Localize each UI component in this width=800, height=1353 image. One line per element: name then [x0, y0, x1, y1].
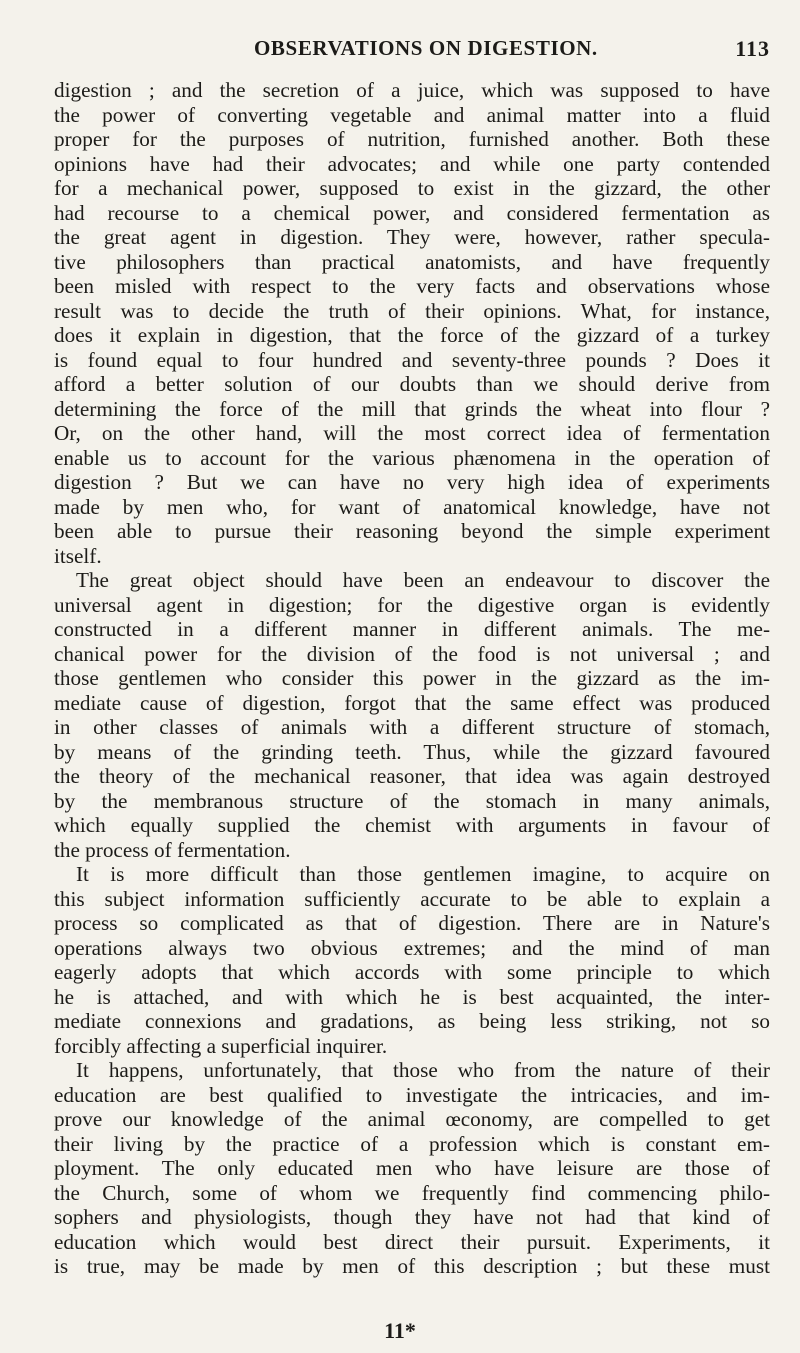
text-line: their living by the practice of a profession which is constant em-: [54, 1131, 770, 1156]
text-line: does it explain in digestion, that the force of the gizzard of a turkey: [54, 323, 770, 347]
text-line: afford a better solution of our doubts than we should derive from: [54, 372, 770, 396]
text-line: education which would best direct their pursuit. Experiments, it: [54, 1229, 770, 1254]
text-line: is found equal to four hundred and seventy-three pounds ? Does it: [54, 347, 770, 372]
text-line: mediate cause of digestion, forgot that the same effect was produced: [54, 690, 770, 715]
text-line: chanical power for the division of the food is not universal ; and: [54, 641, 770, 666]
text-line: ployment. The only educated men who have leisure are those of: [54, 1156, 770, 1180]
running-head: OBSERVATIONS ON DIGESTION.: [254, 36, 598, 60]
text-line: mediate connexions and gradations, as being less striking, not so: [54, 1009, 770, 1033]
page-number: 113: [735, 36, 770, 61]
text-line: the power of converting vegetable and animal matter into a fluid: [54, 102, 770, 127]
text-line: constructed in a different manner in different animals. The me-: [54, 617, 770, 641]
text-line: The great object should have been an endeavour to discover the: [76, 568, 770, 592]
text-line: the Church, some of whom we frequently find commencing philo-: [54, 1180, 770, 1205]
text-line: the great agent in digestion. They were, however, rather specula-: [54, 225, 770, 249]
text-line: itself.: [54, 543, 102, 568]
text-line: the process of fermentation.: [54, 837, 291, 862]
text-line: been able to pursue their reasoning beyond the simple experiment: [54, 519, 770, 543]
text-line: this subject information sufficiently accurate to be able to explain a: [54, 886, 770, 911]
text-line: It is more difficult than those gentlemen imagine, to acquire on: [76, 862, 770, 886]
text-line: he is attached, and with which he is best acquainted, the inter-: [54, 984, 770, 1009]
text-line: tive philosophers than practical anatomists, and have frequently: [54, 249, 770, 274]
text-line: been misled with respect to the very facts and observations whose: [54, 274, 770, 298]
text-line: proper for the purposes of nutrition, furnished another. Both these: [54, 127, 770, 151]
text-line: enable us to account for the various phænomena in the operation of: [54, 445, 770, 470]
text-line: for a mechanical power, supposed to exist in the gizzard, the other: [54, 176, 770, 200]
text-line: Or, on the other hand, will the most correct idea of fermentation: [54, 421, 770, 445]
text-line: It happens, unfortunately, that those who from the nature of their: [76, 1058, 770, 1082]
text-line: operations always two obvious extremes; and the mind of man: [54, 935, 770, 960]
text-line: digestion ? But we can have no very high idea of experiments: [54, 470, 770, 494]
text-line: universal agent in digestion; for the digestive organ is evidently: [54, 592, 770, 617]
text-line: determining the force of the mill that grinds the wheat into flour ?: [54, 396, 770, 421]
page-header: [54, 30, 770, 64]
text-line: forcibly affecting a superficial inquirer.: [54, 1033, 388, 1058]
text-line: by the membranous structure of the stomach in many animals,: [54, 788, 770, 813]
signature-mark: 11*: [384, 1318, 416, 1343]
body-text: [54, 78, 770, 1279]
text-line: education are best qualified to investigate the intricacies, and im-: [54, 1082, 770, 1107]
text-line: made by men who, for want of anatomical knowledge, have not: [54, 494, 770, 519]
text-line: those gentlemen who consider this power in the gizzard as the im-: [54, 666, 770, 690]
text-line: result was to decide the truth of their opinions. What, for instance,: [54, 298, 770, 323]
text-line: the theory of the mechanical reasoner, that idea was again destroyed: [54, 764, 770, 788]
text-line: is true, may be made by men of this description ; but these must: [54, 1254, 770, 1278]
text-line: sophers and physiologists, though they have not had that kind of: [54, 1205, 770, 1229]
text-line: process so complicated as that of digestion. There are in Nature's: [54, 911, 770, 935]
text-line: prove our knowledge of the animal œconomy, are compelled to get: [54, 1107, 770, 1131]
text-line: which equally supplied the chemist with arguments in favour of: [54, 813, 770, 837]
text-line: had recourse to a chemical power, and considered fermentation as: [54, 200, 770, 225]
text-line: by means of the grinding teeth. Thus, while the gizzard favoured: [54, 739, 770, 764]
text-line: in other classes of animals with a different structure of stomach,: [54, 715, 770, 739]
text-line: opinions have had their advocates; and while one party contended: [54, 151, 770, 176]
text-line: digestion ; and the secretion of a juice, which was supposed to have: [54, 78, 770, 102]
text-line: eagerly adopts that which accords with some principle to which: [54, 960, 770, 984]
